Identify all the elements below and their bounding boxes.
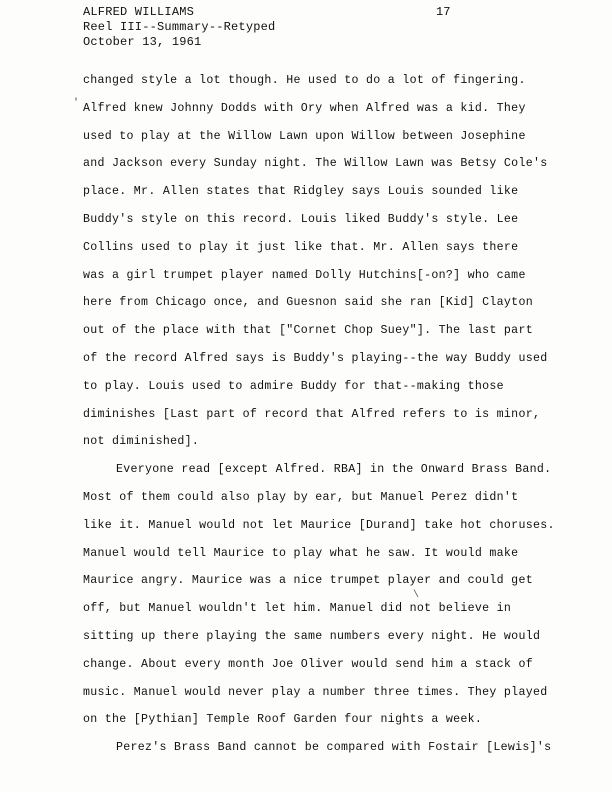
- text-line: like it. Manuel would not let Maurice [Durand] take hot choruses.: [83, 518, 555, 532]
- text-line: out of the place with that ["Cornet Chop Suey"]. The last part: [83, 324, 533, 338]
- text-line: Alfred knew Johnny Dodds with Ory when Alfred was a kid. They: [83, 101, 526, 115]
- text-line: off, but Manuel wouldn't let him. Manuel did not believe in: [83, 602, 512, 616]
- interview-date: October 13, 1961: [83, 35, 202, 49]
- text-line: Manuel would tell Maurice to play what he saw. It would make: [83, 546, 519, 560]
- stray-tick-mark: \: [413, 590, 420, 601]
- text-line: Buddy's style on this record. Louis liked Buddy's style. Lee: [83, 212, 519, 226]
- text-line: diminishes [Last part of record that Alfred refers to is minor,: [83, 407, 541, 421]
- text-line: place. Mr. Allen states that Ridgley says Louis sounded like: [83, 185, 519, 199]
- text-line: Maurice angry. Maurice was a nice trumpet player and could get: [83, 574, 533, 588]
- text-line: of the record Alfred says is Buddy's playing--the way Buddy used: [83, 351, 548, 365]
- text-line: change. About every month Joe Oliver would send him a stack of: [83, 657, 533, 671]
- text-line: to play. Louis used to admire Buddy for that--making those: [83, 379, 504, 393]
- text-line: not diminished].: [83, 435, 200, 449]
- text-line: and Jackson every Sunday night. The Willow Lawn was Betsy Cole's: [83, 157, 548, 171]
- reel-info: Reel III--Summary--Retyped: [83, 20, 276, 34]
- text-line: Most of them could also play by ear, but Manuel Perez didn't: [83, 490, 519, 504]
- page-number: 17: [436, 5, 451, 19]
- text-line: music. Manuel would never play a number three times. They played: [83, 685, 548, 699]
- text-line: was a girl trumpet player named Dolly Hutchins[-on?] who came: [83, 268, 526, 282]
- text-line: here from Chicago once, and Guesnon said she ran [Kid] Clayton: [83, 296, 533, 310]
- paragraph-first-line: Perez's Brass Band cannot be compared with Fostair [Lewis]'s: [116, 741, 552, 755]
- text-line: used to play at the Willow Lawn upon Willow between Josephine: [83, 129, 526, 143]
- interviewee-name: ALFRED WILLIAMS: [83, 5, 195, 19]
- text-line: on the [Pythian] Temple Roof Garden four nights a week.: [83, 713, 483, 727]
- text-line: changed style a lot though. He used to do a lot of fingering.: [83, 74, 526, 87]
- text-line: Collins used to play it just like that. Mr. Allen says there: [83, 240, 519, 254]
- transcript-body: [83, 73, 573, 768]
- page-header: [83, 5, 275, 50]
- text-line: sitting up there playing the same numbers every night. He would: [83, 629, 541, 643]
- margin-tick-mark: ': [73, 98, 80, 109]
- paragraph-first-line: Everyone read [except Alfred. RBA] in the Onward Brass Band.: [116, 463, 552, 477]
